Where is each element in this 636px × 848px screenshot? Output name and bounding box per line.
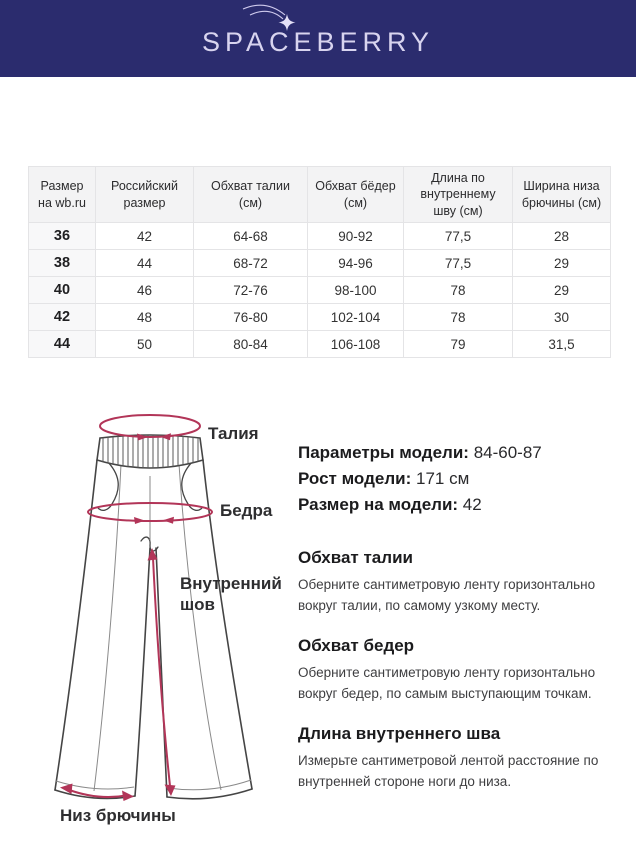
column-header: Обхват бёдер (см) [308,167,404,223]
row-header-cell: 42 [29,304,96,331]
header-row [29,167,611,223]
table-cell: 30 [513,304,611,331]
table-cell: 79 [404,331,513,358]
table-cell: 90-92 [308,223,404,250]
guide-section-title: Длина внутреннего шва [298,724,501,743]
table-row [29,304,611,331]
label-inner-seam: Внутренний шов [180,574,282,614]
guide-section-waist [298,548,633,616]
model-params-value: 84-60-87 [473,443,542,462]
table-cell: 50 [96,331,194,358]
table-cell: 64-68 [194,223,308,250]
guide-section-hips [298,636,633,704]
model-height-label: Рост модели: [298,469,412,488]
table-cell: 77,5 [404,223,513,250]
table-cell: 80-84 [194,331,308,358]
model-params-line [298,440,633,466]
table-cell: 78 [404,277,513,304]
guide-section-title: Обхват бедер [298,636,415,655]
table-cell: 94-96 [308,250,404,277]
pants-waistband [97,435,203,468]
brand-name: SPACEBERRY [201,27,435,57]
table-cell: 98-100 [308,277,404,304]
table-row [29,223,611,250]
model-height-value: 171 см [415,469,470,488]
row-header-cell: 40 [29,277,96,304]
guide-section-title: Обхват талии [298,548,413,567]
model-size-label: Размер на модели: [298,495,459,514]
label-hem: Низ брючины [60,806,176,825]
model-params-label: Параметры модели: [298,443,469,462]
row-header-cell: 36 [29,223,96,250]
model-size-line [298,492,633,518]
label-waist: Талия [208,424,259,443]
size-table-head [29,167,611,223]
table-row [29,250,611,277]
row-header-cell: 38 [29,250,96,277]
label-hips: Бедра [220,501,273,520]
table-cell: 68-72 [194,250,308,277]
guide-section-inner-seam [298,724,633,792]
table-cell: 76-80 [194,304,308,331]
table-cell: 31,5 [513,331,611,358]
table-cell: 102-104 [308,304,404,331]
table-cell: 72-76 [194,277,308,304]
size-table-grid [28,166,611,358]
table-cell: 29 [513,250,611,277]
table-cell: 77,5 [404,250,513,277]
table-cell: 46 [96,277,194,304]
info-panel [298,440,633,812]
column-header: Российский размер [96,167,194,223]
table-cell: 42 [96,223,194,250]
table-row [29,331,611,358]
guide-section-body: Измерьте сантиметровой лентой расстояние по внутренней стороне ноги до низа. [298,753,599,789]
measuring-guide [298,548,633,792]
pants-drawing [20,400,310,848]
column-header: Ширина низа брючины (см) [513,167,611,223]
table-cell: 44 [96,250,194,277]
pants-diagram [20,400,310,848]
table-cell: 48 [96,304,194,331]
brand-header [0,0,636,77]
brand-logo [0,0,636,77]
model-size-value: 42 [462,495,482,514]
column-header: Размер на wb.ru [29,167,96,223]
guide-section-body: Оберните сантиметровую ленту горизонтально вокруг бедер, по самым выступающим точкам. [298,665,596,701]
size-table-body [29,223,611,358]
table-cell: 29 [513,277,611,304]
size-table [28,166,610,358]
model-height-line [298,466,633,492]
table-cell: 28 [513,223,611,250]
column-header: Длина по внутреннему шву (см) [404,167,513,223]
table-row [29,277,611,304]
guide-section-body: Оберните сантиметровую ленту горизонтально вокруг талии, по самому узкому месту. [298,577,596,613]
table-cell: 106-108 [308,331,404,358]
column-header: Обхват талии (см) [194,167,308,223]
table-cell: 78 [404,304,513,331]
row-header-cell: 44 [29,331,96,358]
